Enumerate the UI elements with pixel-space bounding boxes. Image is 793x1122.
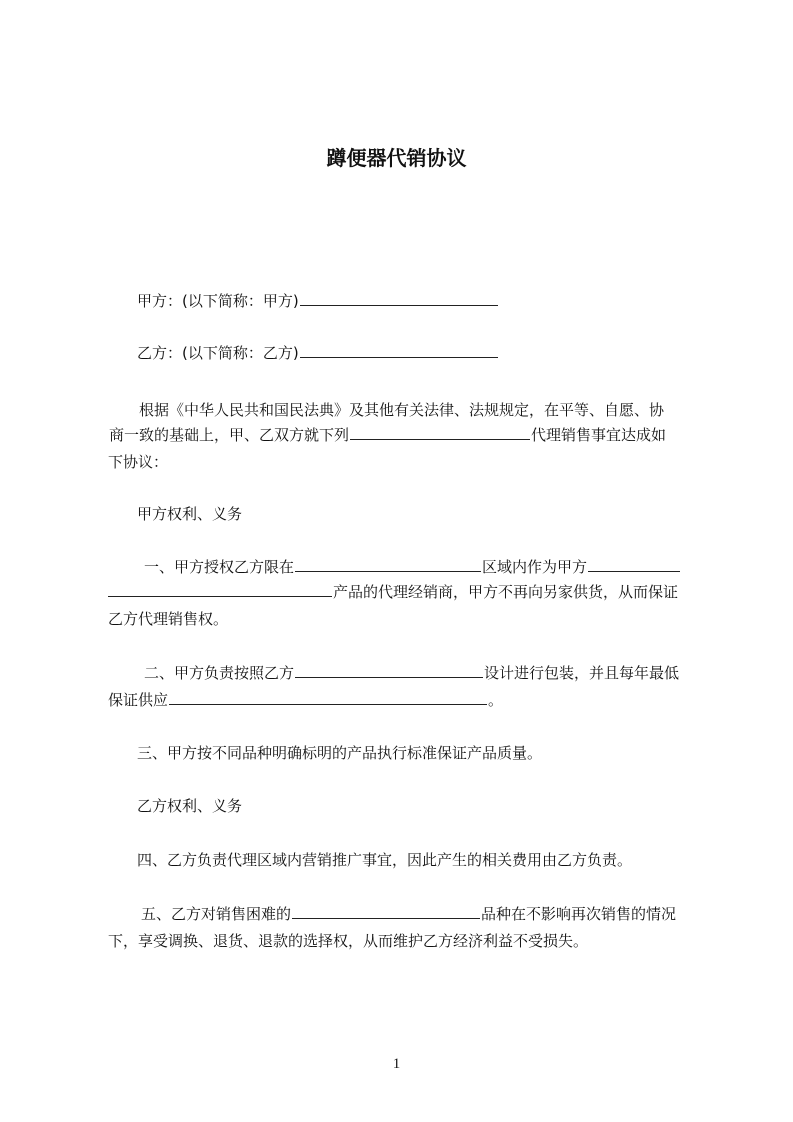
clause-1-mid: 区域内作为甲方 — [482, 558, 588, 576]
page-number: 1 — [392, 1056, 401, 1072]
intro-blank — [350, 424, 530, 440]
clause-2-design-blank — [295, 662, 483, 678]
party-b-label: 乙方：(以下简称：乙方) — [137, 344, 299, 362]
party-a-label: 甲方：(以下简称：甲方) — [137, 292, 299, 310]
document-title: 蹲便器代销协议 — [326, 146, 467, 170]
intro-line-2-end: 代理销售事宜达成如 — [531, 426, 667, 444]
clause-1-region-blank — [295, 556, 481, 572]
clause-3: 三、甲方按不同品种明确标明的产品执行标准保证产品质量。 — [137, 744, 543, 762]
party-a-line — [137, 286, 499, 317]
clause-1-end: 产品的代理经销商，甲方不再向另家供货，从而保证 — [333, 583, 679, 601]
clause-2-line-2 — [108, 685, 503, 716]
clause-2-supply-label: 保证供应 — [108, 691, 169, 709]
clause-2-start: 二、甲方负责按照乙方 — [144, 664, 295, 682]
clause-5-start: 五、乙方对销售困难的 — [141, 905, 292, 923]
party-a-blank — [300, 290, 498, 306]
clause-2-supply-blank — [169, 689, 487, 705]
clause-4: 四、乙方负责代理区域内营销推广事宜，因此产生的相关费用由乙方负责。 — [137, 851, 633, 869]
intro-line-1: 根据《中华人民共和国民法典》及其他有关法律、法规规定，在平等、自愿、协 — [139, 401, 665, 419]
party-b-blank — [300, 342, 498, 358]
intro-line-3: 下协议： — [108, 453, 169, 471]
clause-1-start: 一、甲方授权乙方限在 — [144, 558, 295, 576]
clause-1-product-blank-a — [588, 556, 680, 572]
clause-5-line-2: 下，享受调换、退货、退款的选择权，从而维护乙方经济利益不受损失。 — [108, 932, 589, 950]
intro-line-2 — [109, 420, 666, 451]
clause-2-mid: 设计进行包装，并且每年最低 — [484, 664, 680, 682]
clause-2-end: 。 — [488, 691, 504, 709]
section-a-heading: 甲方权利、义务 — [137, 505, 243, 523]
clause-5-mid: 品种在不影响再次销售的情况 — [481, 905, 677, 923]
intro-line-2-start: 商一致的基础上，甲、乙双方就下列 — [109, 426, 350, 444]
party-b-line — [137, 338, 499, 369]
clause-5-variety-blank — [292, 903, 480, 919]
clause-1-line-3: 乙方代理销售权。 — [108, 610, 229, 628]
clause-1-product-blank-b — [108, 581, 332, 597]
section-b-heading: 乙方权利、义务 — [137, 797, 243, 815]
